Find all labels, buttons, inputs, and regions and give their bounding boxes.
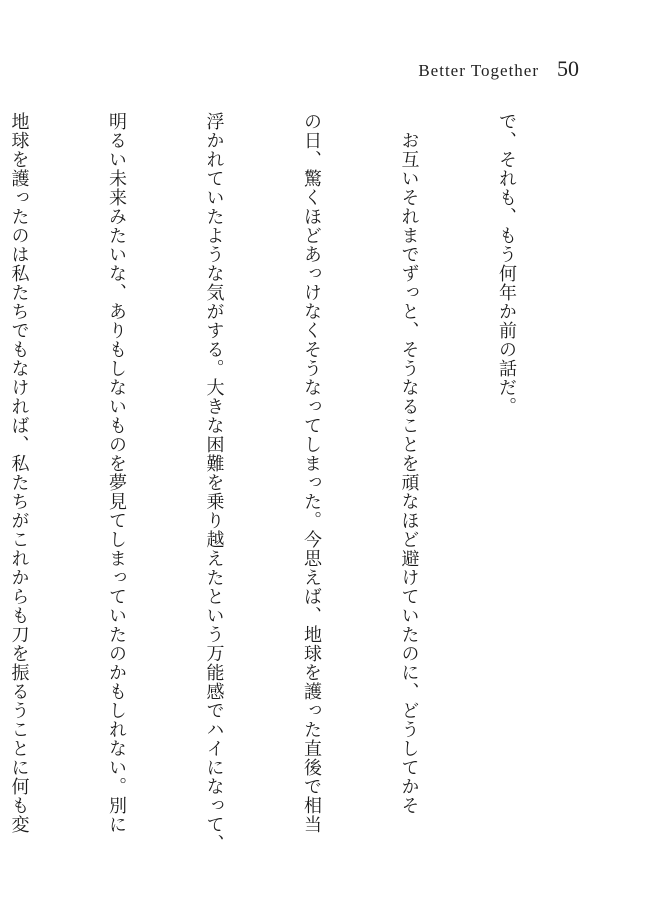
body-text	[8, 112, 587, 853]
text-line: 浮かれていたような気がする。大きな困難を乗り越えたという万能感でハイになって、	[203, 112, 225, 853]
text-line: 地球を護ったのは私たちでもなければ、私たちがこれからも刀を振るうことに何も変	[8, 112, 30, 834]
book-title: Better Together	[418, 61, 539, 80]
text-line: お互いそれまでずっと、そうなることを頑なほど避けていたのに、どうしてかそ	[398, 112, 420, 815]
page-number: 50	[557, 56, 579, 81]
text-line: の日、驚くほどあっけなくそうなってしまった。今思えば、地球を護った直後で相当	[301, 112, 322, 834]
text-line: 明るい未来みたいな、ありもしないものを夢見てしまっていたのかもしれない。別に	[106, 112, 127, 834]
running-header	[418, 56, 579, 82]
text-line: で、それも、もう何年か前の話だ。	[496, 112, 517, 416]
